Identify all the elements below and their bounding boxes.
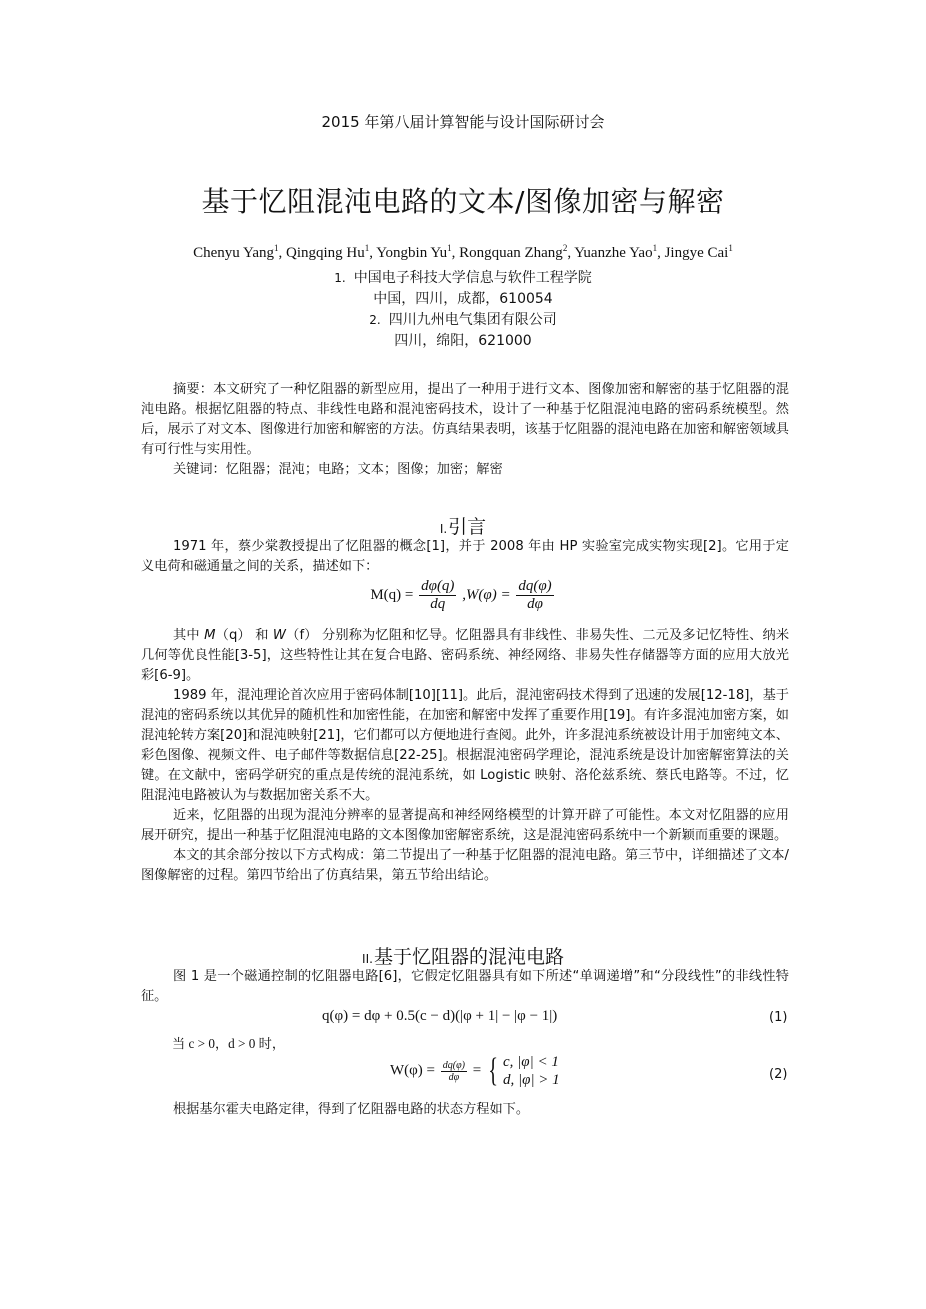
- abstract: [141, 380, 789, 480]
- section-heading-1: I.引言: [439, 516, 487, 538]
- author: Jingye Cai: [664, 245, 729, 261]
- affiliation-1-address: 中国，四川，成都，610054: [373, 291, 553, 307]
- affiliation-1: 1. 中国电子科技大学信息与软件工程学院: [334, 270, 592, 286]
- author: Yongbin Yu: [376, 245, 448, 261]
- equation-2-number: (2): [769, 1067, 788, 1082]
- paragraph: 1989 年，混沌理论首次应用于密码体制[10][11]。此后，混沌密码技术得到了迅速的发展[12-18]，基于混沌的密码系统以其优异的随机性和加密性能，在加密和解密中发挥了重要作用[19]。有许多混沌加密方案，如混沌轮转方案[20]和混沌映射[21]，它们都可以方便地进行查阅。此外，许多混沌系统被设计用于加密纯文本、彩色图像、视频文件、电子邮件等数据信息[22-25]。根据混沌密码学理论，混沌系统是设计加密解密算法的关键。在文献中，密码学研究的重点是传统的混沌系统，如 Logistic 映射、洛伦兹系统、蔡氏电路等。不过，忆阻混沌电路被认为与数据加密关系不大。: [141, 688, 789, 803]
- abstract-text: 摘要：本文研究了一种忆阻器的新型应用，提出了一种用于进行文本、图像加密和解密的基于忆阻器的混沌电路。根据忆阻器的特点、非线性电路和混沌密码技术，设计了一种基于忆阻混沌电路的密码系统模型。然后，展示了对文本、图像进行加密和解密的方法。仿真结果表明，该基于忆阻器的混沌电路在加密和解密领域具有可行性与实用性。: [141, 382, 789, 457]
- paper-title: 基于忆阻混沌电路的文本/图像加密与解密: [201, 185, 725, 218]
- author: Qingqing Hu: [286, 245, 365, 261]
- paragraph: 1971 年，蔡少棠教授提出了忆阻器的概念[1]，并于 2008 年由 HP 实验室完成实物实现[2]。它用于定义电荷和磁通量之间的关系，描述如下：: [141, 539, 789, 574]
- paragraph: 本文的其余部分按以下方式构成：第二节提出了一种基于忆阻器的混沌电路。第三节中，详细描述了文本/图像解密的过程。第四节给出了仿真结果，第五节给出结论。: [141, 848, 789, 883]
- section-heading-2: II.基于忆阻器的混沌电路: [362, 946, 564, 968]
- author-list: Chenyu Yang$^1$, Qingqing Hu$^1$, Yongbin Yu$^1$, Rongquan Zhang$^2$, Yuanzhe Yao$^1$, Jingye Cai$^1$: [193, 243, 733, 261]
- equation-memristance: M(q) = $\frac{d\varphi(q)}{dq}$ ,W(φ) = $\frac{dq(\varphi)}{d\varphi}$: [370, 578, 552, 612]
- section-1-body: [141, 626, 789, 886]
- paragraph: 图 1 是一个磁通控制的忆阻器电路[6]，它假定忆阻器具有如下所述“单调递增”和“分段线性”的非线性特征。: [141, 969, 789, 1004]
- section-2-body: [141, 1100, 789, 1120]
- section-2-intro: [141, 967, 789, 1007]
- author: Yuanzhe Yao: [574, 245, 653, 261]
- paragraph: 近来，忆阻器的出现为混沌分辨率的显著提高和神经网络模型的计算开辟了可能性。本文对忆阻器的应用展开研究，提出一种基于忆阻混沌电路的文本图像加密解密系统，这是混沌密码系统中一个新颖而重要的课题。: [141, 808, 789, 843]
- paragraph: 其中 M（q） 和 W（f） 分别称为忆阻和忆导。忆阻器具有非线性、非易失性、二元及多记忆特性、纳米几何等优良性能[3-5]，这些特性让其在复合电路、密码系统、神经网络、非易失性存储器等方面的应用大放光彩[6-9]。: [141, 628, 790, 683]
- affiliation-2-address: 四川，绵阳，621000: [394, 333, 532, 349]
- equation-1-number: (1): [769, 1010, 788, 1025]
- equation-2: W(φ) = $\frac{dq(\varphi)}{d\varphi}$ = { c, |φ| < 1 d, |φ| > 1: [390, 1052, 560, 1089]
- equation-1: q(φ) = dφ + 0.5(c − d)(|φ + 1| − |φ − 1|): [322, 1008, 558, 1024]
- affiliation-2: 2. 四川九州电气集团有限公司: [369, 312, 557, 328]
- conference-name: 2015 年第八届计算智能与设计国际研讨会: [321, 113, 605, 131]
- author: Rongquan Zhang: [459, 245, 563, 261]
- author: Chenyu Yang: [193, 245, 274, 261]
- section-1-intro: [141, 537, 789, 577]
- keywords: 关键词：忆阻器；混沌；电路；文本；图像；加密；解密: [173, 462, 503, 477]
- condition-text: 当 c > 0，d > 0 时，: [172, 1036, 286, 1051]
- paragraph: 根据基尔霍夫电路定律，得到了忆阻器电路的状态方程如下。: [173, 1102, 530, 1117]
